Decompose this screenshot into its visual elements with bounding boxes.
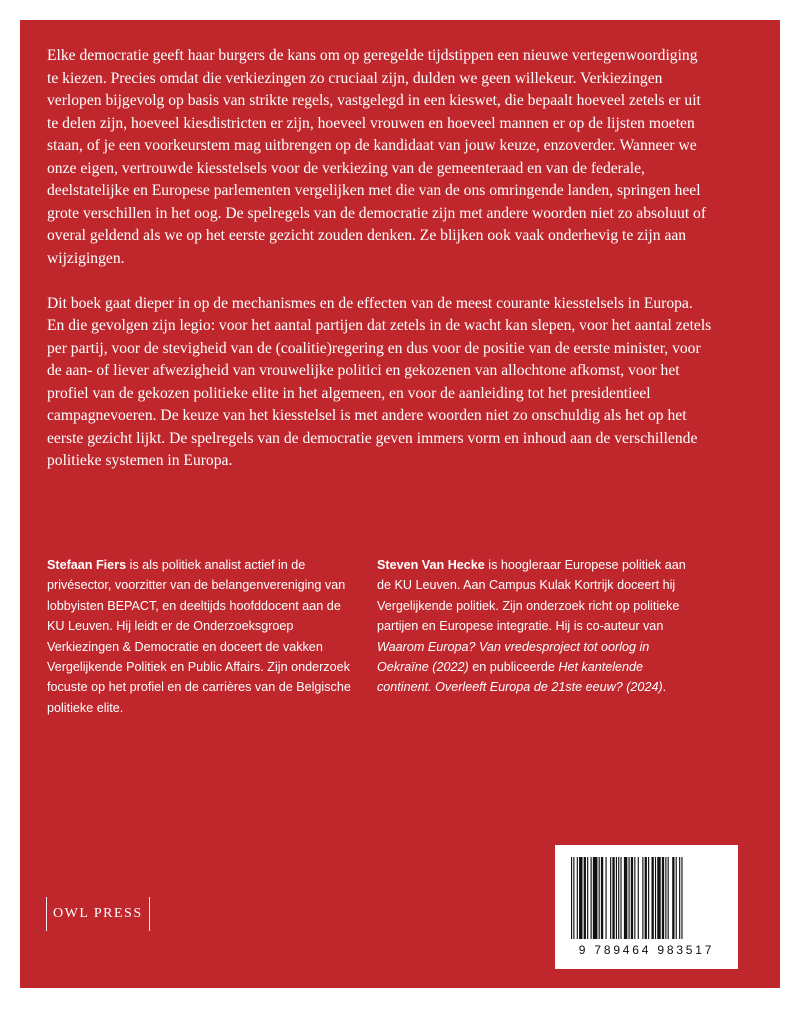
barcode-bar — [584, 857, 586, 939]
barcode-bar — [587, 857, 588, 939]
blurb-paragraph-2: Dit boek gaat dieper in op de mechanismes en de effecten van de meest courante kiesstelsels in Europa. En die gevolgen zijn legio: voor het aantal partijen dat zetels in de wacht kan slepen, voor het aantal zetels per partij, voor de stevigheid van de (coalitie)regering en dus voor de positie van de eerste minister, voor de aan- of liever afwezigheid van vrouwelijke politici en gekozenen van allochtone afkomst, voor het profiel van de gekozen politieke elite in het algemeen, en voor de aanleiding tot het presidentieel campagnevoeren. De keuze van het kiesstelsel is met andere woorden niet zo onschuldig als het op het eerste gezicht lijkt. De spelregels van de democratie geven immers vorm en inhoud aan de verschillende politieke systemen in Europa. — [47, 294, 712, 469]
barcode-bar — [577, 857, 578, 939]
barcode-bar — [620, 857, 621, 939]
book-title: Het kantelende continent. Overleeft Europa de 21ste eeuw? (2024) — [377, 660, 663, 695]
barcode-bar — [655, 857, 656, 939]
barcode-bar — [616, 857, 617, 939]
author-name: Steven Van Hecke — [377, 558, 485, 572]
barcode-bar — [679, 857, 680, 939]
barcode-bar — [624, 857, 627, 939]
author-bio-text: is hoogleraar Europese politiek aan de KU Leuven. Aan Campus Kulak Kortrijk doceert hij Vergelijkende politiek. Zijn onderzoek richt op politieke partijen en Europese integratie. Hij is co-auteur van — [377, 558, 686, 634]
barcode-bar — [652, 857, 654, 939]
barcode-bar — [672, 857, 674, 939]
barcode-bar — [631, 857, 633, 939]
barcode-bar — [599, 857, 600, 939]
author-bio-fiers — [47, 555, 357, 718]
barcode-bar — [657, 857, 660, 939]
barcode-bar — [681, 857, 682, 939]
barcode-bar — [648, 857, 649, 939]
barcode-bar — [638, 857, 639, 939]
author-bio-text: . — [662, 680, 667, 695]
blurb — [47, 45, 712, 473]
barcode-bar — [634, 857, 635, 939]
barcode-bar — [662, 857, 664, 939]
barcode-bar — [629, 857, 630, 939]
barcode-bar — [610, 857, 611, 939]
author-bio-van-hecke — [377, 555, 687, 698]
author-name: Stefaan Fiers — [47, 558, 127, 572]
publisher-logo-text: OWL PRESS — [53, 906, 143, 921]
barcode-bar — [601, 857, 603, 939]
barcode-bar — [612, 857, 614, 939]
barcode-bar — [665, 857, 666, 939]
author-bio-text: en publiceerde — [468, 660, 559, 675]
blurb-paragraph-1: Elke democratie geeft haar burgers de kans om op geregelde tijdstippen een nieuwe vertegenwoordiging te kiezen. Precies omdat die verkiezingen zo cruciaal zijn, dulden we geen willekeur. Verkiezingen verlopen bijgevolg op basis van strikte regels, vastgelegd in een kieswet, die bepaalt hoeveel zetels er uit te delen zijn, hoeveel kiesdistricten er zijn, hoeveel vrouwen en hoeveel mannen er op de lijsten moeten staan, of je een voorkeurstem mag uitbrengen op de kandidaat van jouw keuze, enzoverder. Wanneer we onze eigen, vertrouwde kiesstelsels voor de verkiezing van de gemeenteraad en van de federale, deelstatelijke en Europese parlementen vergelijken met die van de ons omringende landen, springen heel grote verschillen in het oog. De spelregels van de democratie zijn met andere woorden niet zo absoluut of overal geldend als we op het eerste gezicht zouden denken. Ze blijken ook vaak onderhevig te zijn aan wijzigingen. — [47, 47, 707, 267]
barcode-bar — [606, 857, 607, 939]
barcode-bar — [642, 857, 643, 939]
isbn-number: 9 789464 983517 — [578, 943, 715, 957]
barcode-bar — [571, 857, 572, 939]
publisher-logo — [46, 897, 150, 931]
barcode-bar — [593, 857, 598, 939]
barcode-bars — [569, 857, 724, 941]
barcode-bar — [618, 857, 619, 939]
barcode-bar — [676, 857, 677, 939]
barcode-bar — [591, 857, 592, 939]
author-bio-text: is als politiek analist actief in de privésector, voorzitter van de belangenvereniging van lobbyisten BEPACT, en deeltijds hoofddocent aan de KU Leuven. Hij leidt er de Onderzoeksgroep Verkiezingen & Democratie en doceert de vakken Vergelijkende Politiek en Public Affairs. Zijn onderzoek focuste op het profiel en de carrières van de Belgische politieke elite. — [47, 558, 351, 715]
barcode-bar — [573, 857, 574, 939]
barcode-bar — [645, 857, 647, 939]
book-title: Waarom Europa? Van vredesproject tot oorlog in Oekraïne (2022) — [377, 639, 650, 675]
barcode-bar — [579, 857, 582, 939]
barcode-bar — [668, 857, 669, 939]
isbn-barcode — [555, 845, 738, 969]
